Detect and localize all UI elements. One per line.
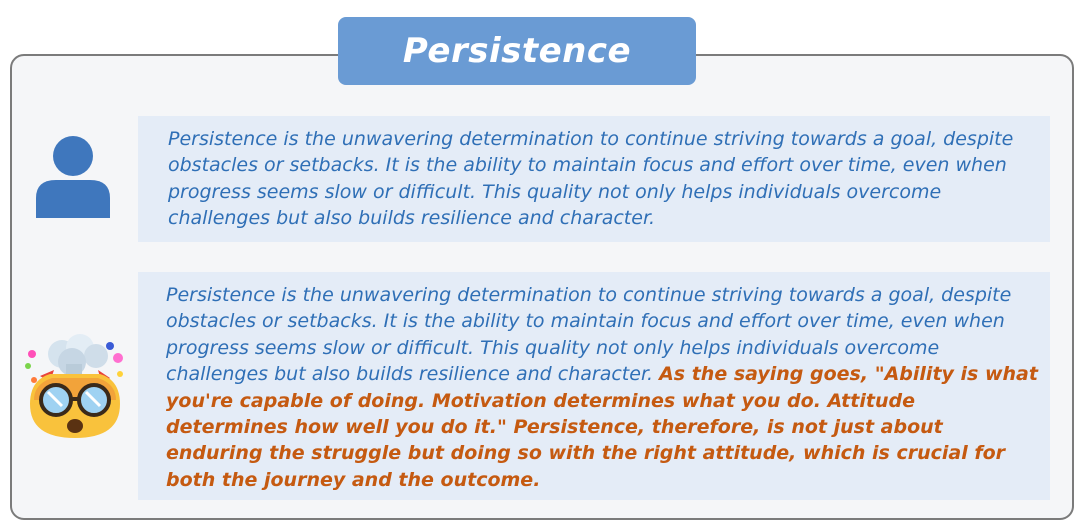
mind-blown-emoji-icon xyxy=(20,334,130,444)
assistant-message-bubble xyxy=(138,272,1050,500)
assistant-message-text: Persistence is the unwavering determination to continue striving towards a goal, despite obstacles or setbacks. It is the ability to maintain focus and effort over time, even when progress seems slow or difficult. This quality not only helps individuals overcome challenges but also builds resilience and character. xyxy=(166,284,1012,386)
user-message-text: Persistence is the unwavering determination to continue striving towards a goal, despite obstacles or setbacks. It is the ability to maintain focus and effort over time, even when progress seems slow or difficult. This quality not only helps individuals overcome challenges but also builds resilience and character. xyxy=(168,128,1014,230)
assistant-message-highlight: As the saying goes, "Ability is what you're capable of doing. Motivation determines what you do. Attitude determines how well you do it." Persistence, therefore, is not just about enduring the struggle but doing so with the right attitude, which is crucial for both the journey and the outcome. xyxy=(166,363,1038,491)
user-icon xyxy=(34,134,112,218)
page-title: Persistence xyxy=(402,31,632,71)
user-message-bubble xyxy=(138,116,1050,242)
title-tab xyxy=(338,17,696,85)
